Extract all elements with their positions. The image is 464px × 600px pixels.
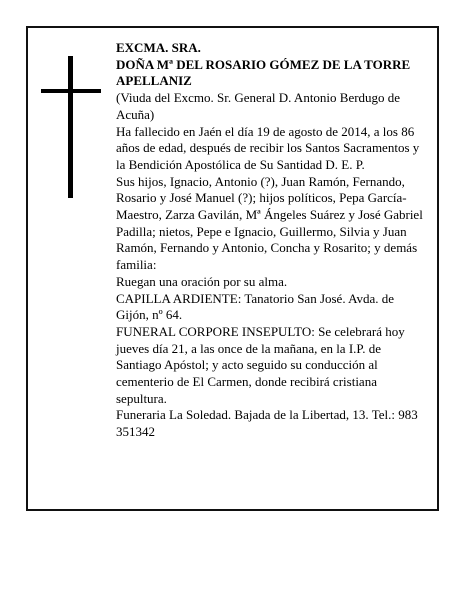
prayer-request: Ruegan una oración por su alma. [116,273,288,289]
family-list: Sus hijos, Ignacio, Antonio (?), Juan Ramón, Fernando, Rosario y José Manuel (?); hijos políticos, Pepa García-Maestro, Zarza Gavilán, Mª Ángeles Suárez y José Gabriel Padilla; nietos, Pepe e Ignacio, Guillermo, Silvia y Juan Ramón, Fernando y Antonio, Concha y Rosarito; y demás familia: [116,173,423,273]
chapel-info: CAPILLA ARDIENTE: Tanatorio San José. Avda. de Gijón, nº 64. [116,290,395,323]
death-announcement: Ha fallecido en Jaén el día 19 de agosto de 2014, a los 86 años de edad, después de recibir los Santos Sacramentos y la Bendición Apostólica de Su Santidad D. E. P. [116,123,420,172]
cross-horizontal-bar [41,89,101,93]
deceased-name: DOÑA Mª DEL ROSARIO GÓMEZ DE LA TORRE APELLANIZ [116,56,411,89]
obituary-card [26,26,439,511]
honorific-heading: EXCMA. SRA. [116,40,201,55]
cross-vertical-bar [68,56,73,198]
funeral-info: FUNERAL CORPORE INSEPULTO: Se celebrará hoy jueves día 21, a las once de la mañana, en la I.P. de Santiago Apóstol; y acto seguido su conducción al cementerio de El Carmen, donde recibirá cristiana sepultura. [116,323,405,406]
widow-note: (Viuda del Excmo. Sr. General D. Antonio Berdugo de Acuña) [116,90,401,122]
obituary-text [116,40,424,441]
funeral-home-info: Funeraria La Soledad. Bajada de la Libertad, 13. Tel.: 983 351342 [116,407,418,440]
